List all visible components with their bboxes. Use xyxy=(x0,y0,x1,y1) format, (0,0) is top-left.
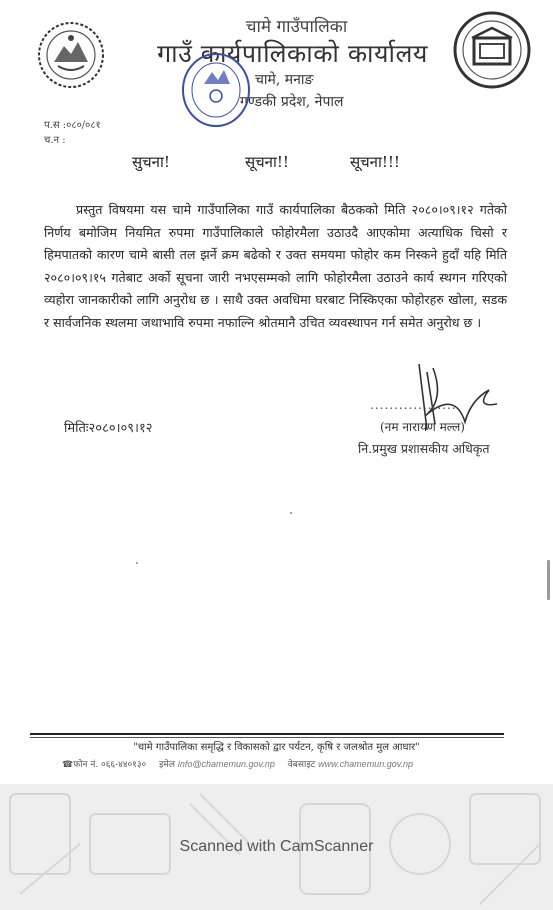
signatory-title: नि.प्रमुख प्रशासकीय अधिकृत xyxy=(358,441,490,456)
signature-line: .................. xyxy=(370,398,457,412)
patra-sankhya: प.स :०८०/०८१ xyxy=(44,120,101,131)
chalani-number: च.न : xyxy=(44,135,66,146)
signatory-name: (नम नारायण मल्ल) xyxy=(380,420,465,434)
notice-heading-1: सुचना! xyxy=(132,153,170,171)
footer-divider xyxy=(30,733,504,735)
footer-contact xyxy=(62,757,413,770)
scan-speck xyxy=(136,562,138,564)
footer-email-label: इमेल xyxy=(159,760,175,770)
office-stamp-icon xyxy=(180,50,252,134)
footer-motto: "चामे गाउँपालिका समृद्धि र विकासको द्वार पर्यटन, कृषि र जलश्रोत मुल आधार" xyxy=(133,742,420,753)
header-municipality-name: चामे गाउँपालिका xyxy=(245,17,348,37)
footer-website-label: वेबसाइट xyxy=(287,760,316,770)
camscanner-label: Scanned with CamScanner xyxy=(179,838,374,855)
footer-divider-thin xyxy=(30,737,504,738)
body-paragraph: प्रस्तुत विषयमा यस चामे गाउँपालिका गाउँ कार्यपालिका बैठकको मिति २०८०।०९।१२ गतेको निर्णय बमोजिम नियमित रुपमा गाउँपालिकाले फोहोरमैला उठाउदै आएकोमा अत्याधिक चिसो र हिमपातको कारण चामे बासी तल झर्ने क्रम बढेको र उक्त समयमा फोहोर कम निस्कने हुदाँ यहि मिति २०८०।०९।१५ गतेबाट अर्को सूचना जारी नभएसम्मको लागि फोहोरमैला उठाउने कार्य स्थगन गरिएको व्यहोरा जानकारीको लागि अनुरोध छ । साथै उक्त अवधिमा घरबाट निस्किएका फोहोरहरु खोला, सडक र सार्वजनिक स्थलमा जथाभावि रुपमा नफाल्नि श्रोतमानै उचित व्यवस्थापन गर्न समेत अनुरोध छ । xyxy=(44,202,507,330)
notice-heading-2: सूचना!! xyxy=(245,153,289,171)
header-province: गण्डकी प्रदेश, नेपाल xyxy=(240,94,344,110)
scan-speck xyxy=(290,512,292,514)
notice-body xyxy=(44,199,507,335)
header-office-name: गाउँ कार्यपालिकाको कार्यालय xyxy=(157,39,428,68)
notice-heading-3: सूचना!!! xyxy=(350,153,400,171)
footer-phone: ☎फोन नं. ०६६-४४०१३० xyxy=(62,760,147,770)
reference-block xyxy=(44,118,101,148)
footer-email[interactable]: info@chamemun.gov.np xyxy=(177,759,275,769)
issue-date: मितिः२०८०।०९।१२ xyxy=(64,421,153,436)
footer-website[interactable]: www.chamemun.gov.np xyxy=(318,759,414,769)
scan-edge-mark xyxy=(547,560,550,600)
header-location: चामे, मनाङ xyxy=(255,72,314,88)
